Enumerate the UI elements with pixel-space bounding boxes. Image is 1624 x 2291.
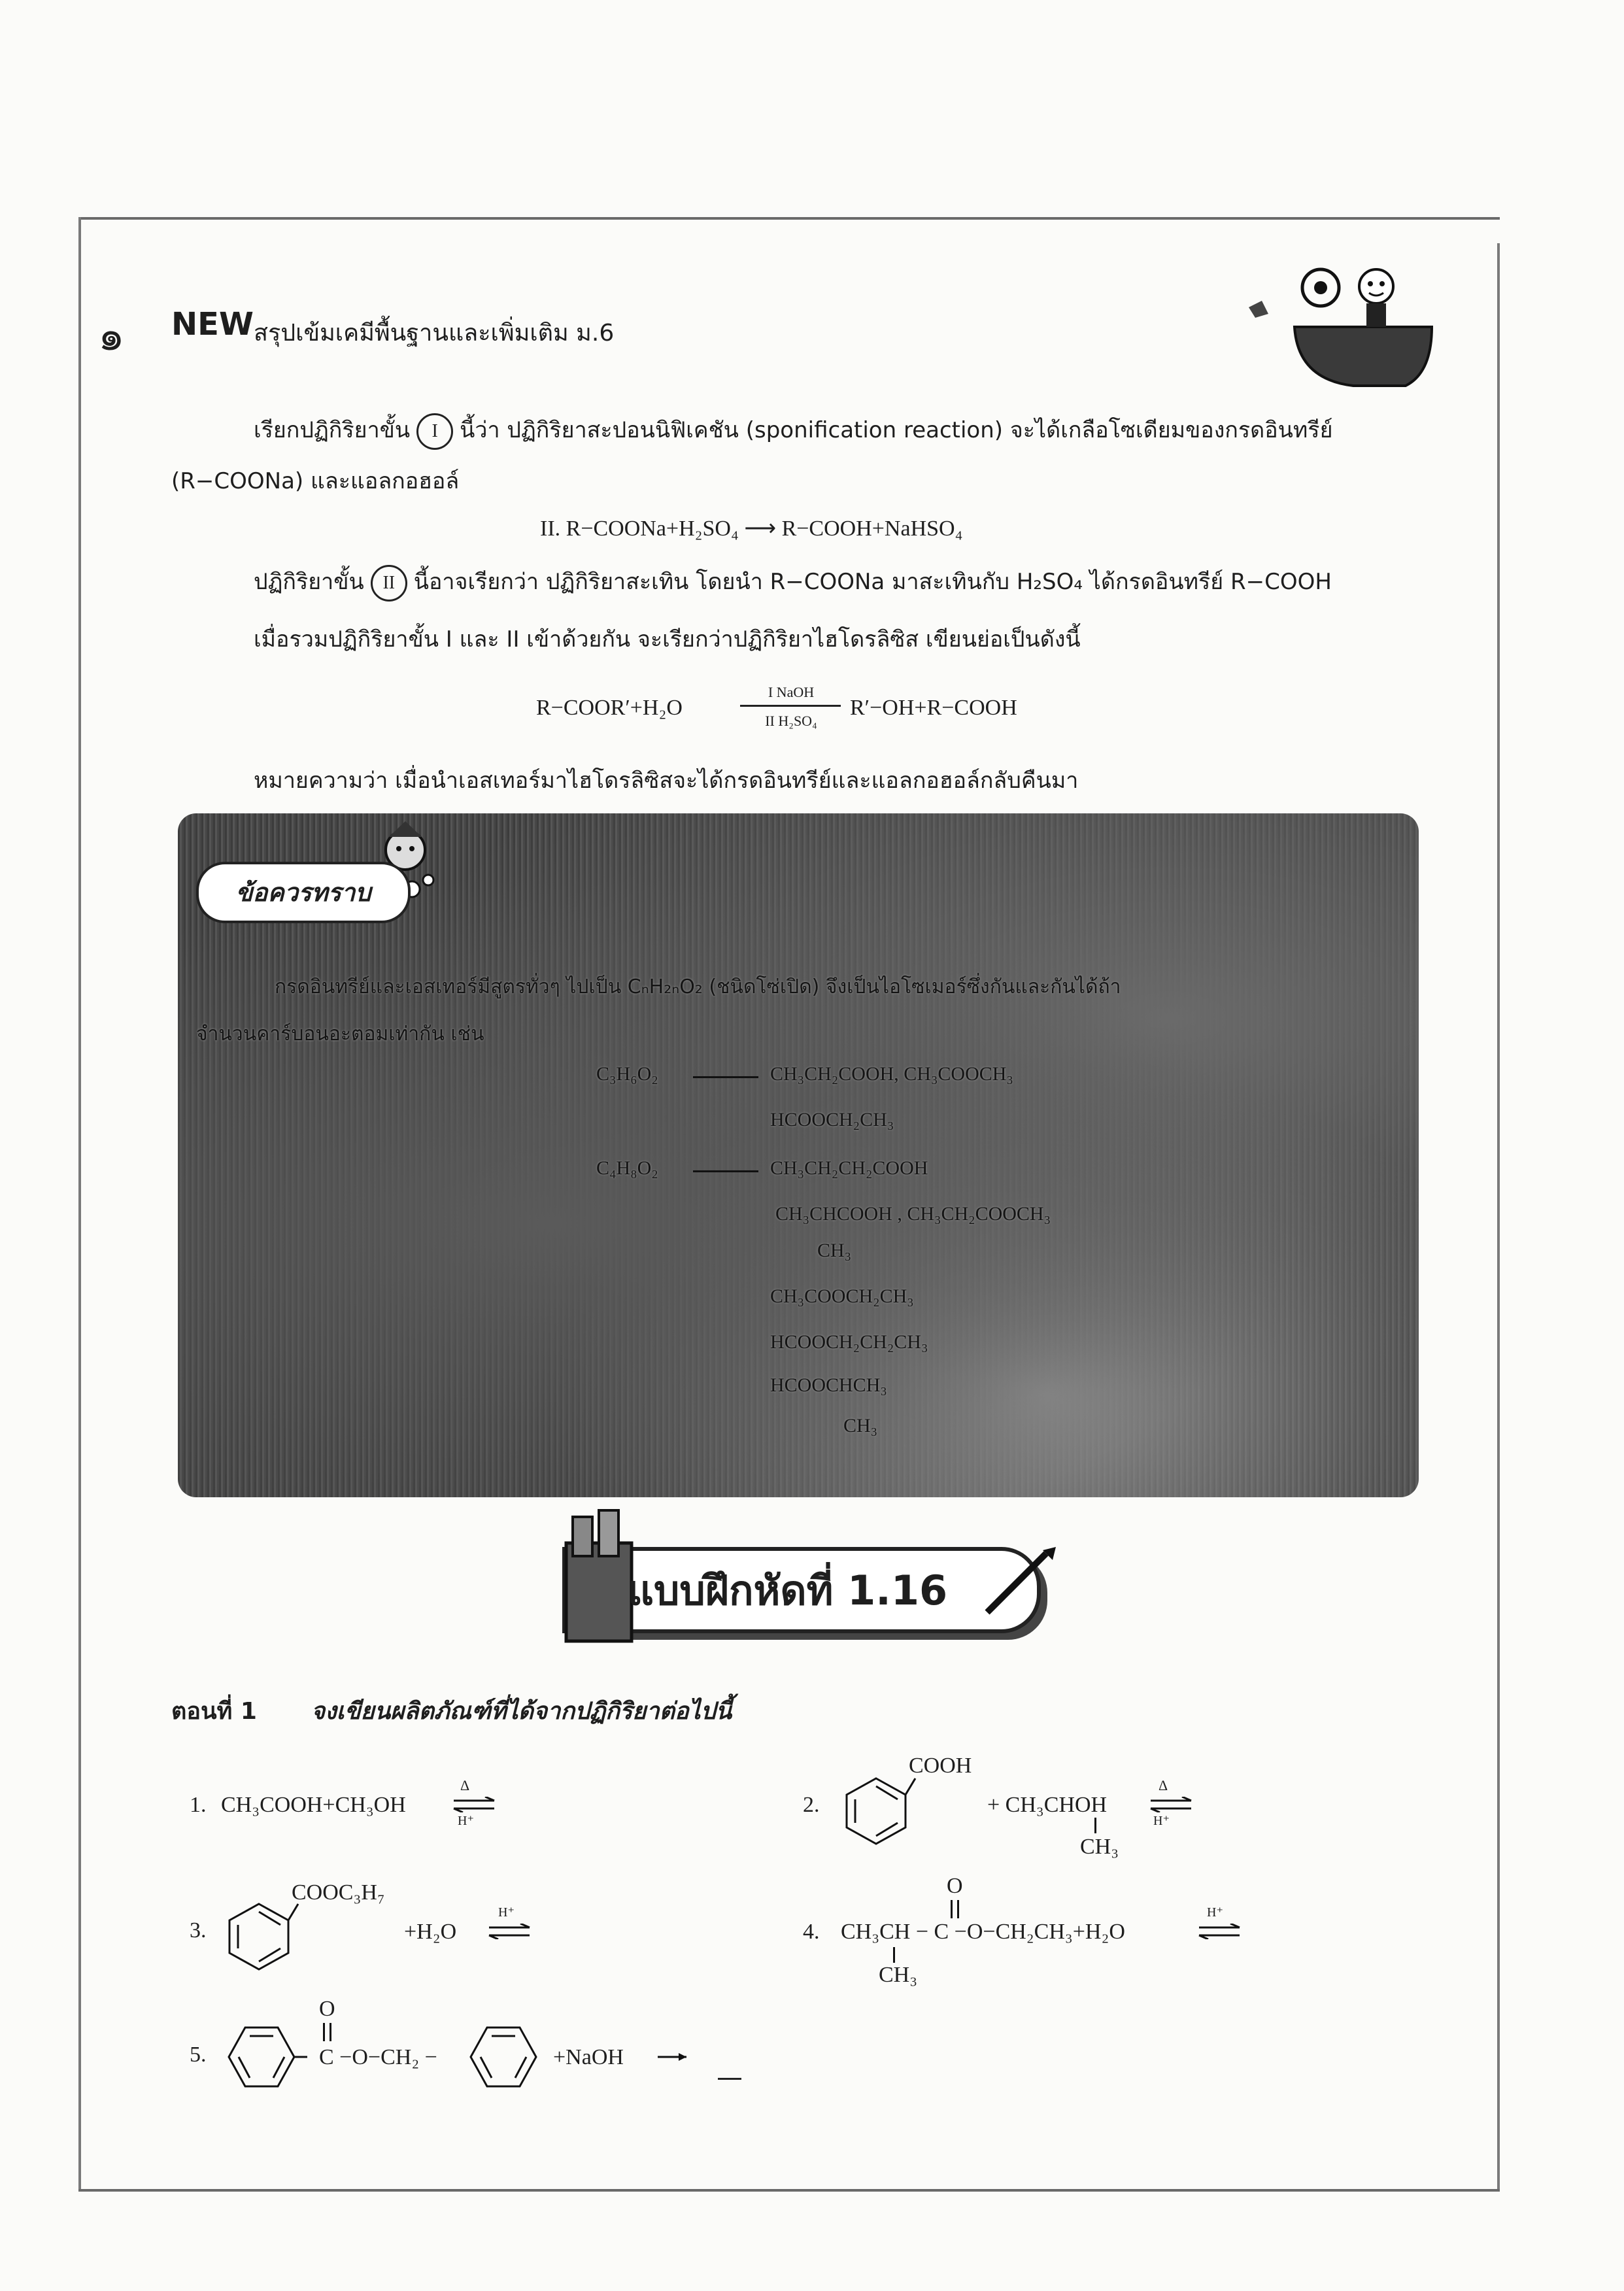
q5-linkage: C −O−CH₂ − — [319, 2045, 437, 2069]
isomer-arrow-1 — [693, 1076, 758, 1078]
question-3-number: 3. — [190, 1918, 207, 1943]
q3-reagent: +H₂O — [404, 1920, 457, 1944]
page-border-left — [78, 217, 81, 2192]
q1-delta: Δ — [460, 1777, 470, 1793]
q2-substituent: COOH — [909, 1754, 972, 1778]
equilibrium-arrow-icon — [451, 1797, 497, 1812]
equilibrium-arrow-icon — [1196, 1924, 1242, 1939]
isomer-formula-2: C₄H₈O₂ — [596, 1157, 658, 1179]
isomer-arrow-2 — [693, 1170, 758, 1172]
q4-branch-bond — [893, 1947, 895, 1963]
q4-hplus: H⁺ — [1207, 1905, 1223, 1920]
q2-hplus: H⁺ — [1153, 1814, 1170, 1828]
q2-reagent: + CH₃CHOH — [987, 1793, 1108, 1817]
equation-3-condition-top: I NaOH — [768, 684, 815, 700]
equilibrium-arrow-icon — [1148, 1797, 1194, 1812]
paragraph-2: ปฏิกิริยาขั้น II นี้อาจเรียกว่า ปฏิกิริยาสะเทิน โดยนำ R−COONa มาสะเทินกับ H₂SO₄ ได้กรดอินทรีย์ R−COOH — [254, 564, 1332, 602]
q5-reagent: +NaOH — [553, 2045, 624, 2069]
q4-double-bond-b — [957, 1900, 959, 1918]
isomer-2-item-7: CH₃ — [843, 1415, 878, 1436]
part-label: ตอนที่ 1 — [171, 1698, 257, 1725]
q4-oxygen: O — [947, 1874, 963, 1898]
isomer-2-item-5: HCOOCH₂CH₂CH₃ — [770, 1331, 928, 1353]
isomer-2-item-3: CH₃ — [817, 1240, 852, 1261]
answer-blank[interactable] — [718, 2078, 741, 2080]
q4-branch: CH₃ — [879, 1963, 918, 1987]
paragraph-1-cont: (R−COONa) และแอลกอฮอล์ — [171, 468, 460, 494]
page-border-right — [1497, 243, 1500, 2192]
step-circle-1: I — [416, 413, 453, 450]
q2-delta: Δ — [1159, 1777, 1168, 1793]
brand-label: NEW — [171, 306, 254, 343]
isomer-2-item-1: CH₃CH₂CH₂COOH — [770, 1157, 928, 1179]
q5-double-bond-b — [330, 2023, 331, 2041]
q5-oxygen: O — [319, 1997, 335, 2021]
isomer-2-item-4: CH₃COOCH₂CH₃ — [770, 1285, 914, 1307]
benzene-ring-icon — [216, 2011, 307, 2103]
isomer-2-item-6: HCOOCHCH₃ — [770, 1374, 887, 1396]
equation-3-left: R−COOR′+H₂O — [536, 696, 683, 720]
step-circle-2: II — [371, 565, 407, 602]
q3-hplus: H⁺ — [498, 1905, 515, 1920]
paragraph-1: เรียกปฏิกิริยาขั้น I นี้ว่า ปฏิกิริยาสะปอนนิฟิเคชัน (sponification reaction) จะได้เกลือโซเดียมของกรดอินทรีย์ — [254, 412, 1333, 450]
q4-reaction: CH₃CH − C −O−CH₂CH₃+H₂O — [841, 1920, 1125, 1944]
question-5-number: 5. — [190, 2043, 207, 2067]
arrow-right-icon — [656, 2052, 689, 2062]
paragraph-4: หมายความว่า เมื่อนำเอสเทอร์มาไฮโดรลิซิสจะได้กรดอินทรีย์และแอลกอฮอล์กลับคืนมา — [254, 768, 1079, 794]
question-2-number: 2. — [803, 1793, 820, 1817]
benzene-ring-icon — [830, 1765, 922, 1857]
benzene-ring-icon — [213, 1891, 305, 1982]
page-border-top — [78, 217, 1500, 220]
note-label: ข้อควรทราบ — [196, 862, 411, 923]
equation-3-arrow — [740, 705, 841, 707]
page-header-title: สรุปเข้มเคมีพื้นฐานและเพิ่มเติม ม.6 — [254, 320, 615, 347]
isomer-2-item-2: CH₃CHCOOH , CH₃CH₂COOCH₃ — [775, 1203, 1051, 1225]
equation-3-condition-bottom: II H₂SO₄ — [765, 713, 817, 729]
q3-substituent: COOC₃H₇ — [292, 1880, 385, 1905]
benzene-ring-icon — [458, 2011, 549, 2103]
isomer-formula-1: C₃H₆O₂ — [596, 1063, 658, 1085]
paragraph-3: เมื่อรวมปฏิกิริยาขั้น I และ II เข้าด้วยกัน จะเรียกว่าปฏิกิริยาไฮโดรลิซิส เขียนย่อเป็นดังนี้ — [254, 626, 1081, 653]
question-1-reaction: CH₃COOH+CH₃OH — [221, 1793, 406, 1817]
q1-hplus: H⁺ — [458, 1814, 474, 1828]
question-1-number: 1. — [190, 1793, 207, 1817]
page-border-bottom — [78, 2189, 1500, 2192]
isomer-1-item-1: CH₃CH₂COOH, CH₃COOCH₃ — [770, 1063, 1013, 1085]
q5-double-bond-a — [323, 2023, 325, 2041]
page-number: ๑ — [98, 312, 125, 360]
exercise-title: แบบฝึกหัดที่ 1.16 — [628, 1567, 948, 1614]
note-line-2: จำนวนคาร์บอนอะตอมเท่ากัน เช่น — [196, 1023, 484, 1045]
note-line-1: กรดอินทรีย์และเอสเทอร์มีสูตรทั่วๆ ไปเป็น CₙH₂ₙO₂ (ชนิดโซ่เปิด) จึงเป็นไอโซเมอร์ซึ่งกันและกันได้ถ้า — [275, 976, 1121, 998]
part-instruction: จงเขียนผลิตภัณฑ์ที่ได้จากปฏิกิริยาต่อไปนี้ — [311, 1698, 732, 1725]
cartoon-boat-icon — [1236, 255, 1451, 392]
equation-2: II. R−COONa+H₂SO₄ ⟶ R−COOH+NaHSO₄ — [540, 517, 963, 541]
paintbrush-icon — [981, 1547, 1059, 1619]
isomer-1-item-2: HCOOCH₂CH₃ — [770, 1109, 894, 1130]
q4-double-bond-a — [951, 1900, 953, 1918]
q2-branch: CH₃ — [1080, 1835, 1119, 1859]
q2-branch-bond — [1094, 1818, 1096, 1833]
equilibrium-arrow-icon — [486, 1924, 532, 1939]
question-4-number: 4. — [803, 1920, 820, 1944]
equation-3-right: R′−OH+R−COOH — [850, 696, 1017, 720]
